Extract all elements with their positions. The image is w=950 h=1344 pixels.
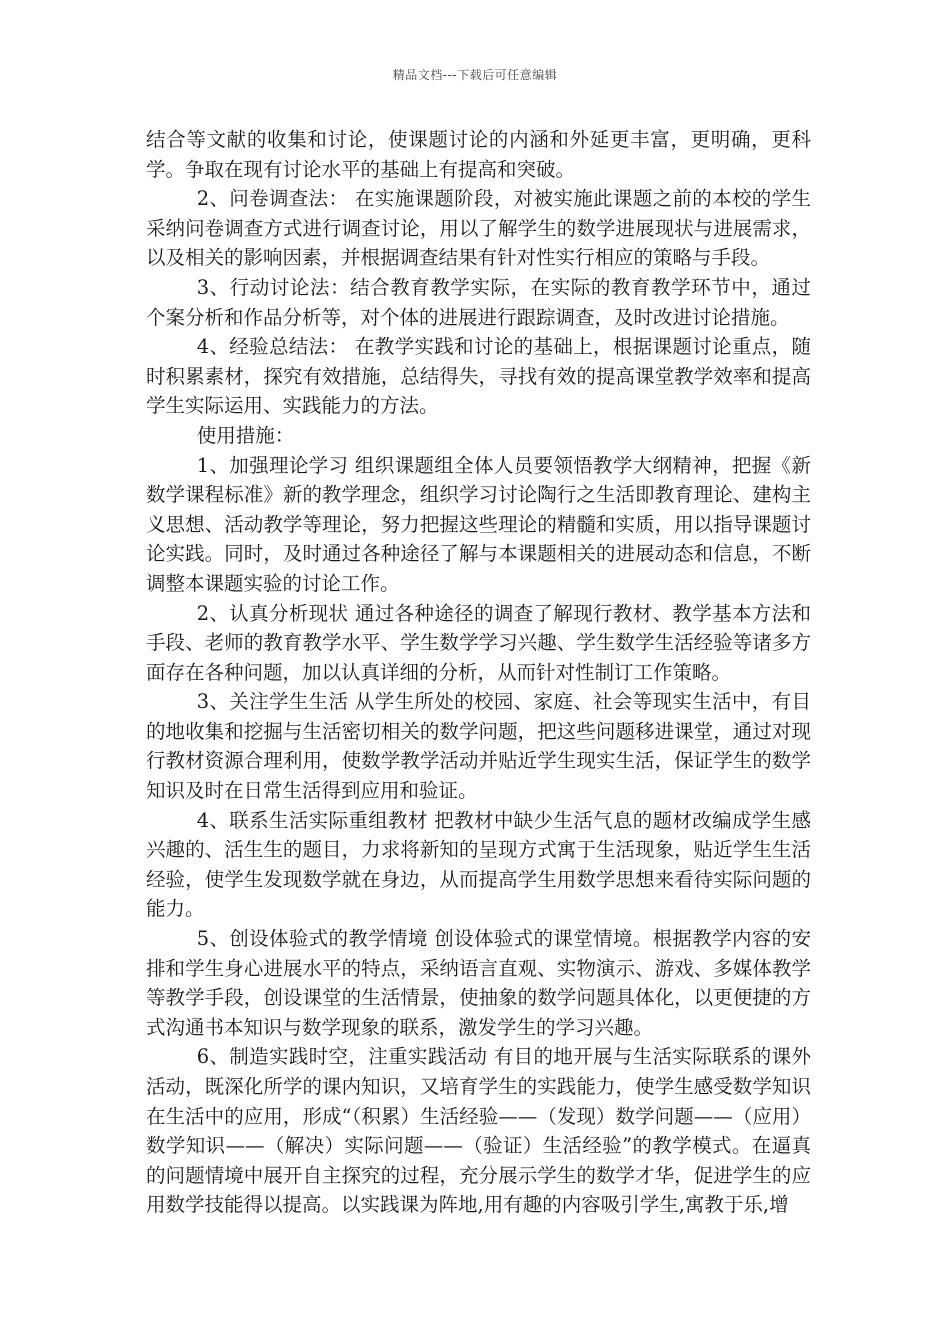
paragraph-measure-6: 6、制造实践时空，注重实践活动 有目的地开展与生活实际联系的课外活动，既深化所学的课内知识，又培育学生的实践能力，使学生感受数学知识在生活中的应用，形成“（积累）生活经验——（发现）数学问题——（应用）数学知识——（解决）实际问题——（验证）生活经验”的教学模式。在逼真的问题情境中展开自主探究的过程，充分展示学生的数学才华，促进学生的应用数学技能得以提高。以实践课为阵地,用有趣的内容吸引学生,寓教于乐,增 xyxy=(146,1045,811,1217)
paragraph-measure-3: 3、关注学生生活 从学生所处的校园、家庭、社会等现实生活中，有目的地收集和挖掘与生活密切相关的数学问题，把这些问题移进课堂，通过对现行教材资源合理利用，使数学教学活动并贴近学生现实生活，保证学生的数学知识及时在日常生活得到应用和验证。 xyxy=(146,690,811,803)
paragraph-questionnaire-method: 2、问卷调查法： 在实施课题阶段，对被实施此课题之前的本校的学生采纳问卷调查方式进行调查讨论，用以了解学生的数学进展现状与进展需求，以及相关的影响因素，并根据调查结果有针对性实行相应的策略与手段。 xyxy=(146,187,811,270)
paragraph-experience-summary-method: 4、经验总结法： 在教学实践和讨论的基础上，根据课题讨论重点，随时积累素材，探究有效措施，总结得失，寻找有效的提高课堂教学效率和提高学生实际运用、实践能力的方法。 xyxy=(146,335,811,418)
paragraph-measure-4: 4、联系生活实际重组教材 把教材中缺少生活气息的题材改编成学生感兴趣的、活生生的题目，力求将新知的呈现方式寓于生活现象，贴近学生生活经验，使学生发现数学就在身边，从而提高学生用数学思想来看待实际问题的能力。 xyxy=(146,808,811,921)
page-header: 精品文档---下载后可任意编辑 xyxy=(392,68,558,82)
paragraph-measures-heading: 使用措施： xyxy=(196,423,295,447)
paragraph-measure-5: 5、创设体验式的教学情境 创设体验式的课堂情境。根据教学内容的安排和学生身心进展水平的特点，采纳语言直观、实物演示、游戏、多媒体教学等教学手段，创设课堂的生活情景，使抽象的数学问题具体化，以更便捷的方式沟通书本知识与数学现象的联系，激发学生的学习兴趣。 xyxy=(146,927,811,1039)
paragraph-continuation: 结合等文献的收集和讨论，使课题讨论的内涵和外延更丰富，更明确，更科学。争取在现有讨论水平的基础上有提高和突破。 xyxy=(146,128,811,181)
paragraph-measure-2: 2、认真分析现状 通过各种途径的调查了解现行教材、教学基本方法和手段、老师的教育教学水平、学生数学学习兴趣、学生数学生活经验等诸多方面存在各种问题，加以认真详细的分析，从而针对性制订工作策略。 xyxy=(146,601,811,684)
paragraph-measure-1: 1、加强理论学习 组织课题组全体人员要领悟教学大纲精神，把握《新数学课程标准》新的教学理念，组织学习讨论陶行之生活即教育理论、建构主义思想、活动教学等理论，努力把握这些理论的精髓和实质，用以指导课题讨论实践。同时，及时通过各种途径了解与本课题相关的进展动态和信息，不断调整本课题实验的讨论工作。 xyxy=(146,453,811,595)
paragraph-action-research-method: 3、行动讨论法：结合教育教学实际，在实际的教育教学环节中，通过个案分析和作品分析等，对个体的进展进行跟踪调查，及时改进讨论措施。 xyxy=(146,275,811,329)
document-body xyxy=(146,125,811,1220)
